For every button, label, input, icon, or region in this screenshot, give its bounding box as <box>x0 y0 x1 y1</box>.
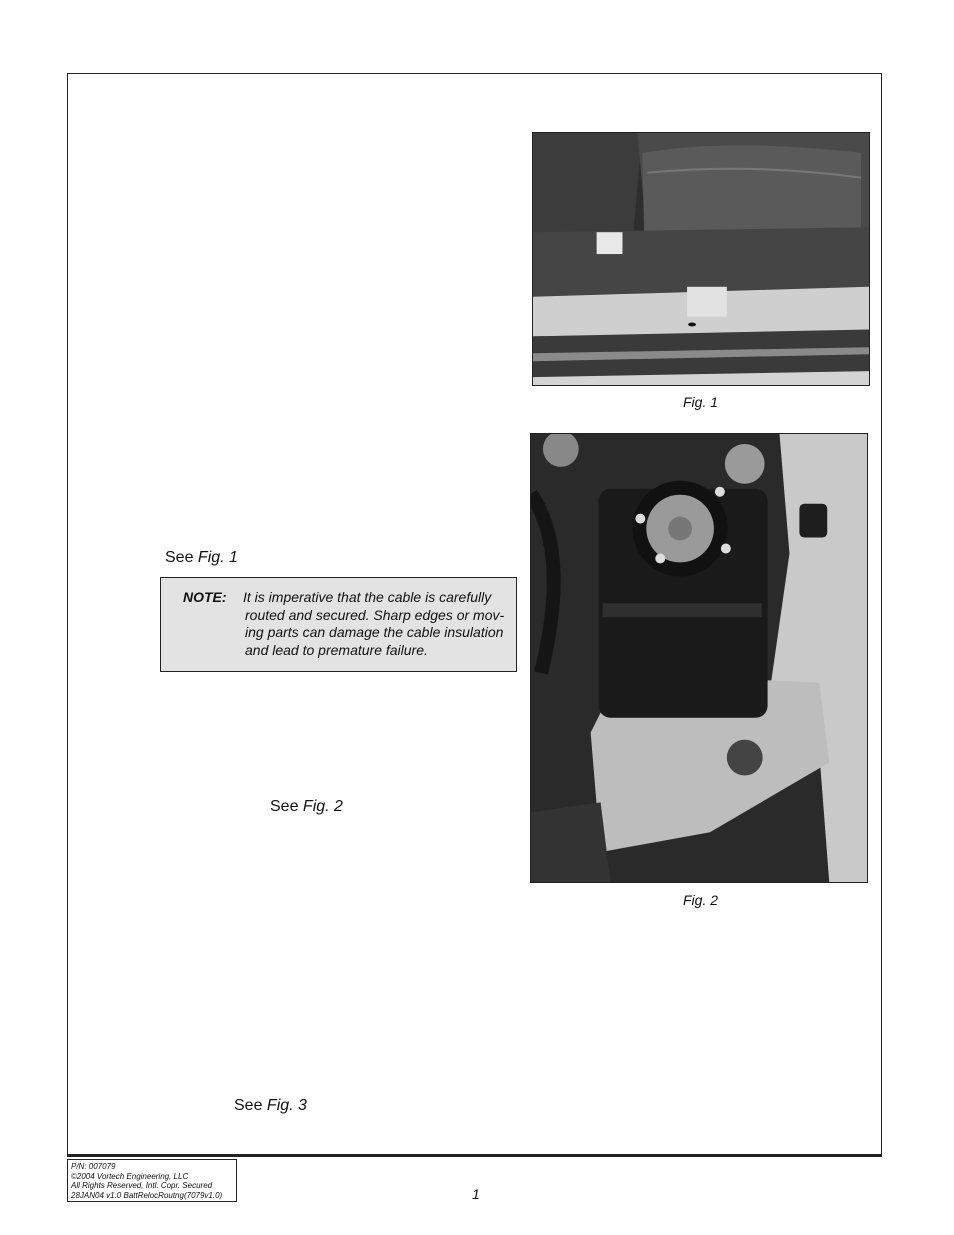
footer-part-info <box>67 1159 237 1202</box>
see-fig-1-reference: See Fig. 1 <box>165 549 238 566</box>
see-fig-3-reference: See Fig. 3 <box>234 1097 307 1114</box>
figure-1-photo <box>532 132 870 386</box>
note-line: ing parts can damage the cable insulation <box>245 624 504 640</box>
document-version: 28JAN04 v1.0 BattRelocRoutng(7079v1.0) <box>71 1190 223 1200</box>
page-number: 1 <box>472 1186 480 1202</box>
note-box <box>160 577 517 672</box>
note-line: routed and secured. Sharp edges or mov- <box>245 606 505 623</box>
figure-2-photo <box>530 433 868 883</box>
note-line: It is imperative that the cable is carefully <box>243 589 492 605</box>
bottom-rule <box>67 1155 882 1157</box>
note-line: and lead to premature failure. <box>245 641 428 658</box>
note-label: NOTE: <box>183 589 227 605</box>
rights-notice: All Rights Reserved, Intl. Copr. Secured <box>71 1181 213 1190</box>
copyright: ©2004 Vortech Engineering, LLC <box>71 1171 189 1181</box>
part-number: P/N: 007079 <box>71 1162 116 1171</box>
see-fig-2-reference: See Fig. 2 <box>270 798 343 815</box>
figure-2-caption: Fig. 2 <box>683 892 719 908</box>
note-text <box>243 589 503 659</box>
figure-1-caption: Fig. 1 <box>683 394 719 410</box>
